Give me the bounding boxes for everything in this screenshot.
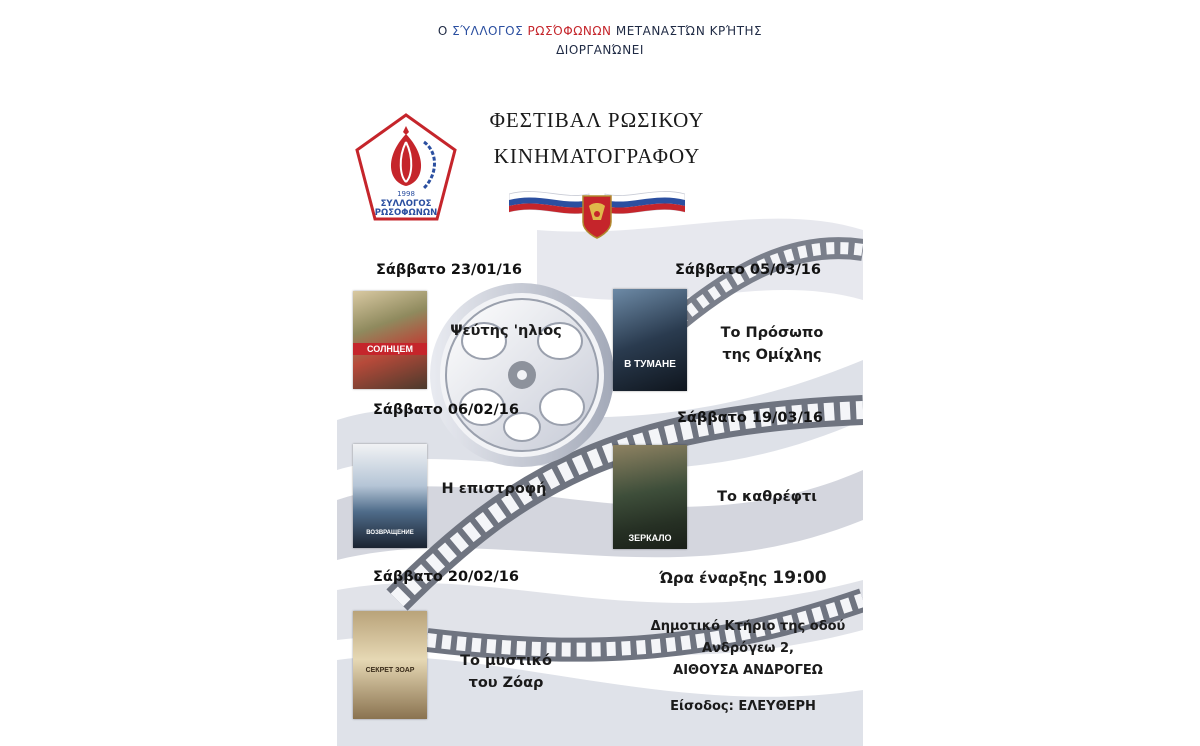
header-org-word1: ΣΎΛΛΟΓΟΣ (452, 24, 524, 38)
film-date-1: Σάββατο 23/01/16 (376, 262, 522, 278)
film-poster-2-label: ВОЗВРАЩЕНИЕ (366, 530, 414, 536)
start-time-value: 19:00 (772, 568, 827, 588)
festival-poster (337, 0, 863, 746)
header-prefix: Ο (437, 24, 448, 38)
film-date-2: Σάββατο 06/02/16 (373, 402, 519, 418)
film-poster-4-label: В ТУМАНЕ (624, 359, 676, 370)
header-suffix: ΜΕΤΑΝΑΣΤΏΝ ΚΡΉΤΗΣ (615, 24, 763, 38)
film-date-5: Σάββατο 19/03/16 (677, 410, 823, 426)
russian-flag-emblem (509, 184, 685, 242)
venue-line3: ΑΙΘΟΥΣΑ ΑΝΔΡΟΓΕΩ (673, 663, 823, 678)
film-poster-5-label: ЗЕРКАЛО (628, 533, 672, 543)
venue-line2: Ανδρόγεω 2, (702, 641, 794, 656)
entry-info: Είσοδος: ΕΛΕΥΘΕΡΗ (670, 699, 816, 714)
festival-title (447, 102, 747, 174)
film-poster-4 (613, 289, 687, 391)
logo-text1: ΣΥΛΛΟΓΟΣ (380, 199, 432, 209)
film-title-4-line1: Το Πρόσωπο (720, 325, 824, 341)
start-time (633, 568, 853, 588)
film-title-2: Η επιστροφή (441, 481, 547, 497)
film-title-3-line1: Το μυστικό (460, 653, 552, 669)
film-poster-1 (353, 291, 427, 389)
venue (633, 616, 863, 682)
logo-text2: ΡΩΣΟΦΩΝΩΝ (374, 208, 438, 218)
film-title-1: Ψεύτης 'ηλιος (450, 323, 562, 339)
film-date-3: Σάββατο 20/02/16 (373, 569, 519, 585)
film-date-4: Σάββατο 05/03/16 (675, 262, 821, 278)
film-title-5: Το καθρέφτι (717, 489, 817, 505)
title-line1: ΦΕΣΤΙΒΑΛ ΡΩΣΙΚΟΥ (489, 108, 705, 132)
film-reel (430, 283, 614, 467)
film-title-4-line2: της Ομίχλης (722, 347, 822, 363)
header-line2: ΔΙΟΡΓΑΝΏΝΕΙ (556, 43, 644, 57)
association-logo (354, 112, 458, 222)
film-poster-5 (613, 445, 687, 549)
film-poster-2 (353, 444, 427, 548)
film-poster-3-label: СЕКРЕТ ЗОАР (365, 667, 415, 674)
film-title-4 (707, 322, 837, 366)
logo-year: 1998 (397, 190, 415, 198)
start-time-label: Ώρα έναρξης (659, 569, 768, 587)
film-poster-3 (353, 611, 427, 719)
film-poster-1-label: СОЛНЦЕМ (353, 343, 427, 355)
film-title-3 (451, 650, 561, 694)
header-org-word2: ΡΩΣΌΦΩΝΩΝ (527, 24, 612, 38)
venue-line1: Δημοτικό Κτήριο της οδού (650, 619, 846, 634)
organizer-header (337, 22, 863, 60)
film-title-3-line2: του Ζόαρ (468, 675, 544, 691)
title-line2: ΚΙΝΗΜΑΤΟΓΡΑΦΟΥ (493, 144, 701, 168)
